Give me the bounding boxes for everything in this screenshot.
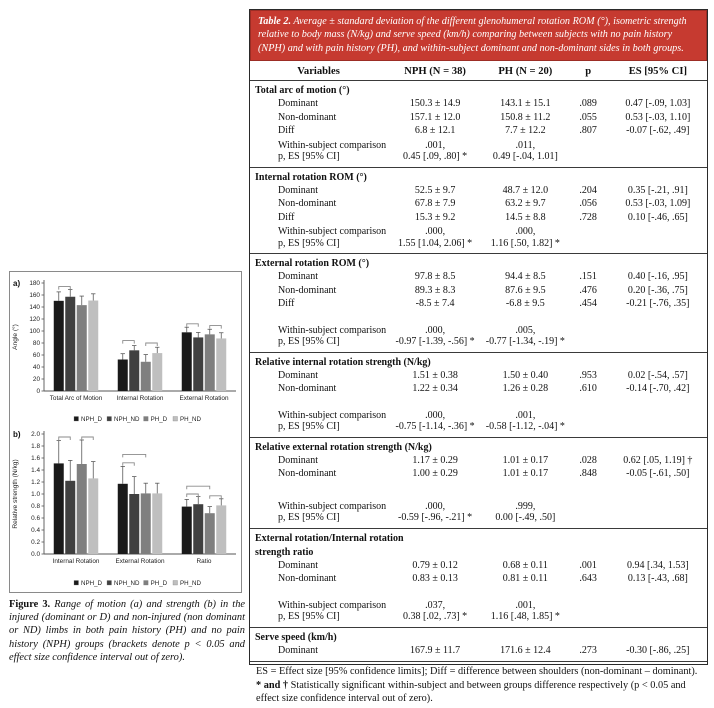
table-row [250, 284, 707, 298]
bar-PH_ND [88, 478, 98, 554]
within-subject-row [250, 226, 707, 249]
cell-ph: 1.01 ± 0.17 [502, 468, 549, 480]
within-subject-label [250, 501, 387, 524]
bar-NPH_ND [129, 494, 139, 554]
within-cell-ph-line: .005, [515, 324, 536, 336]
bar-NPH_ND [129, 350, 139, 391]
legend-marker-NPH_D [74, 417, 79, 422]
table-section [250, 167, 707, 254]
cell-p: .056 [579, 198, 597, 210]
table-row [250, 572, 707, 586]
cell-p: .028 [579, 454, 597, 466]
bar-PH_D [141, 362, 151, 391]
cell-ph: 1.50 ± 0.40 [502, 369, 549, 381]
cell-p: .610 [579, 383, 597, 395]
cell-p: .848 [579, 468, 597, 480]
cell-nph: -8.5 ± 7.4 [415, 298, 455, 310]
row-label: Dominant [278, 644, 318, 656]
table-row [250, 197, 707, 211]
within-cell-ph [483, 501, 568, 524]
legend-marker-PH_D [144, 581, 149, 586]
footnote-line1: ES = Effect size [95% confidence limits]; Diff = difference between shoulders (non-dominant – dominant). [256, 666, 698, 678]
legend-label-PH_ND: PH_ND [180, 416, 201, 423]
table-row [250, 124, 707, 138]
y-tick-label: 2.0 [31, 431, 40, 439]
bar-NPH_ND [65, 297, 75, 391]
within-cell-p [568, 600, 609, 623]
cell-p: .454 [579, 298, 597, 310]
column-header-variables: Variables [297, 66, 340, 78]
y-tick-label: 140 [29, 304, 40, 312]
table-row [250, 382, 707, 396]
significance-bracket [123, 463, 135, 466]
figure3-chart-a-mount [10, 272, 241, 426]
cell-nph: 15.3 ± 9.2 [414, 211, 456, 223]
cell-p: .273 [579, 644, 597, 656]
within-subject-label [250, 140, 387, 163]
within-cell-ph-line: 0.49 [-.04, 1.01] [492, 151, 558, 163]
within-cell-nph [387, 140, 483, 163]
section-header-line2: strength ratio [255, 546, 314, 558]
table-section [250, 528, 707, 627]
cell-p: .001 [579, 559, 597, 571]
section-header: Total arc of motion (°) [255, 85, 350, 97]
row-label: Diff [278, 125, 295, 137]
within-label-line2: p, ES [95% CI] [278, 336, 340, 348]
y-tick-label: 1.8 [31, 443, 40, 451]
within-cell-ph [483, 600, 568, 623]
cell-ph: -6.8 ± 9.5 [505, 298, 545, 310]
bar-PH_ND [216, 338, 226, 391]
column-header-ph: PH (N = 20) [498, 66, 553, 78]
table-row [250, 454, 707, 468]
cell-ph: 143.1 ± 15.1 [500, 98, 551, 110]
bar-NPH_ND [193, 337, 203, 391]
cell-es: 0.53 [-.03, 1.09] [625, 198, 691, 210]
bar-PH_ND [152, 353, 162, 391]
within-cell-ph-line: .001, [515, 409, 536, 421]
cell-nph: 0.79 ± 0.12 [412, 559, 458, 571]
within-cell-ph [483, 325, 568, 348]
y-axis-label: Angle (°) [12, 324, 19, 350]
y-tick-label: 1.0 [31, 491, 40, 499]
y-tick-label: 0.8 [31, 503, 40, 511]
cell-es: 0.47 [-.09, 1.03] [625, 98, 691, 110]
within-cell-ph-line: .011, [515, 139, 536, 151]
cell-es: 0.62 [.05, 1.19] † [623, 454, 693, 466]
panel-label-a: a) [13, 279, 21, 288]
legend-marker-PH_ND [173, 417, 178, 422]
y-tick-label: 0.4 [31, 527, 40, 535]
cell-es: -0.07 [-.62, .49] [626, 125, 690, 137]
y-tick-label: 160 [29, 292, 40, 300]
figure3-caption-text: Range of motion (a) and strength (b) in the injured (dominant or D) and non-injured (non dominant or ND) limbs in both pain history (PH) and no pain history (NPH) groups (brackets denote p < 0.05 and effect size confidence interval out of zero). [9, 599, 246, 663]
cell-p: .055 [579, 111, 597, 123]
table-row [250, 97, 707, 111]
bar-NPH_ND [65, 481, 75, 554]
within-cell-es [609, 325, 707, 348]
within-cell-ph-line: .999, [515, 500, 536, 512]
within-cell-p [568, 410, 609, 433]
table-section [250, 437, 707, 528]
table2-caption-banner [250, 10, 707, 61]
significance-bracket [210, 496, 222, 499]
cell-ph: 63.2 ± 9.7 [505, 198, 546, 210]
footnote-symbols: * and † [256, 679, 289, 691]
y-tick-label: 120 [29, 316, 40, 324]
y-tick-label: 40 [32, 364, 40, 372]
within-cell-es [609, 600, 707, 623]
within-label-line1: Within-subject comparison [278, 599, 387, 611]
cell-p: .953 [579, 369, 597, 381]
table-row [250, 369, 707, 383]
within-subject-row [250, 600, 707, 623]
within-subject-label [250, 325, 387, 348]
within-cell-nph-line: -0.59 [-.96, -.21] * [398, 512, 473, 524]
row-label: Dominant [278, 454, 318, 466]
cell-ph: 0.81 ± 0.11 [502, 573, 548, 585]
section-header: External rotation/Internal rotation [255, 532, 404, 544]
y-tick-label: 80 [32, 340, 40, 348]
within-subject-label [250, 600, 387, 623]
table2-header-row [250, 61, 707, 80]
cell-nph: 0.83 ± 0.13 [412, 573, 458, 585]
within-label-line1: Within-subject comparison [278, 500, 387, 512]
cell-ph: 48.7 ± 12.0 [502, 184, 549, 196]
x-category-label: Internal Rotation [116, 395, 164, 402]
bar-NPH_D [118, 360, 128, 392]
cell-ph: 94.4 ± 8.5 [505, 271, 546, 283]
within-cell-ph-line: -0.58 [-1.12, -.04] * [485, 421, 565, 433]
within-cell-ph-line: .001, [515, 599, 536, 611]
legend-marker-PH_D [144, 417, 149, 422]
within-label-line2: p, ES [95% CI] [278, 611, 340, 623]
cell-ph: 171.6 ± 12.4 [500, 644, 551, 656]
cell-nph: 150.3 ± 14.9 [409, 98, 461, 110]
row-label: Dominant [278, 559, 318, 571]
y-tick-label: 1.4 [31, 467, 40, 475]
y-tick-label: 180 [29, 280, 40, 288]
y-tick-label: 0.2 [31, 539, 40, 547]
within-cell-nph-line: -0.97 [-1.39, -.56] * [395, 336, 475, 348]
cell-es: 0.40 [-.16, .95] [627, 271, 688, 283]
within-cell-ph [483, 226, 568, 249]
legend-marker-PH_ND [173, 581, 178, 586]
cell-nph: 97.8 ± 8.5 [414, 271, 456, 283]
within-cell-p [568, 226, 609, 249]
figure3-panel [9, 271, 242, 593]
cell-nph: 1.00 ± 0.29 [412, 468, 458, 480]
within-cell-nph [387, 600, 483, 623]
bar-NPH_ND [193, 504, 203, 554]
table-row [250, 211, 707, 225]
cell-p: .089 [579, 98, 597, 110]
significance-bracket [210, 326, 222, 329]
figure3-chart-b-mount [10, 426, 241, 590]
significance-bracket [123, 341, 135, 344]
table-section [250, 80, 707, 167]
cell-es: 0.53 [-.03, 1.10] [625, 111, 691, 123]
row-label: Non-dominant [278, 284, 337, 296]
bar-PH_ND [216, 505, 226, 554]
within-cell-nph-line: .000, [425, 324, 446, 336]
within-cell-es [609, 410, 707, 433]
cell-nph: 167.9 ± 11.7 [410, 644, 461, 656]
within-cell-nph-line: .001, [425, 139, 446, 151]
cell-nph: 89.3 ± 8.3 [414, 284, 456, 296]
y-tick-label: 1.2 [31, 479, 40, 487]
within-cell-p [568, 140, 609, 163]
row-label: Diff [278, 298, 295, 310]
bar-PH_D [205, 513, 215, 554]
bar-NPH_D [118, 484, 128, 554]
within-subject-row [250, 325, 707, 348]
cell-nph: 1.22 ± 0.34 [412, 383, 458, 395]
cell-p: .476 [579, 284, 597, 296]
cell-p: .728 [579, 211, 597, 223]
y-tick-label: 0 [36, 388, 40, 396]
bar-NPH_D [182, 507, 192, 554]
cell-es: 0.20 [-.36, .75] [627, 284, 688, 296]
figure3-caption [9, 598, 245, 664]
bar-PH_D [77, 464, 87, 554]
significance-bracket [59, 437, 71, 440]
significance-bracket [146, 343, 158, 346]
bar-PH_D [205, 334, 215, 391]
y-tick-label: 1.6 [31, 455, 40, 463]
row-label: Non-dominant [278, 468, 337, 480]
bar-PH_D [141, 493, 151, 554]
legend-label-PH_D: PH_D [150, 416, 168, 423]
within-cell-nph-line: 1.55 [1.04, 2.06] * [397, 237, 473, 249]
within-subject-label [250, 410, 387, 433]
table-row [250, 644, 707, 658]
cell-ph: 0.68 ± 0.11 [502, 559, 548, 571]
table2-footnote [250, 661, 707, 708]
within-cell-nph-line: .000, [425, 500, 446, 512]
bar-NPH_D [54, 463, 64, 554]
legend-label-PH_D: PH_D [150, 580, 168, 587]
cell-ph: 7.7 ± 12.2 [505, 125, 546, 137]
cell-es: 0.02 [-.54, .57] [627, 369, 688, 381]
section-header: Serve speed (km/h) [255, 631, 337, 643]
section-header: Internal rotation ROM (°) [255, 171, 367, 183]
row-label: Dominant [278, 98, 318, 110]
within-cell-nph-line: .037, [425, 599, 446, 611]
y-tick-label: 0.0 [31, 551, 40, 559]
cell-ph: 1.26 ± 0.28 [502, 383, 549, 395]
row-label: Non-dominant [278, 198, 337, 210]
within-subject-row [250, 140, 707, 163]
row-label: Dominant [278, 369, 318, 381]
within-cell-nph [387, 410, 483, 433]
cell-p: .643 [579, 573, 597, 585]
within-label-line2: p, ES [95% CI] [278, 151, 340, 163]
significance-bracket [187, 324, 199, 327]
cell-es: -0.21 [-.76, .35] [626, 298, 690, 310]
within-label-line1: Within-subject comparison [278, 226, 387, 238]
figure3-caption-label: Figure 3. [9, 599, 51, 610]
within-label-line2: p, ES [95% CI] [278, 421, 340, 433]
within-cell-ph-line: 0.00 [-.49, .50] [495, 512, 556, 524]
cell-ph: 150.8 ± 11.2 [500, 111, 551, 123]
significance-bracket [123, 454, 146, 457]
within-cell-nph [387, 501, 483, 524]
cell-nph: 1.51 ± 0.38 [412, 369, 458, 381]
legend-marker-NPH_D [74, 581, 79, 586]
table2-panel [249, 9, 708, 704]
within-cell-nph [387, 325, 483, 348]
cell-p: .204 [579, 184, 597, 196]
cell-nph: 157.1 ± 12.0 [409, 111, 461, 123]
column-header-nph: NPH (N = 38) [404, 66, 466, 78]
table-section [250, 352, 707, 437]
within-cell-ph [483, 410, 568, 433]
within-subject-label [250, 226, 387, 249]
within-cell-ph-line: 1.16 [.50, 1.82] * [490, 237, 560, 249]
section-header: Relative external rotation strength (N/kg) [255, 441, 432, 453]
figure3-chart-a [10, 272, 241, 426]
cell-es: 0.35 [-.21, .91] [627, 184, 688, 196]
section-header: Relative internal rotation strength (N/kg) [255, 356, 431, 368]
cell-es: -0.14 [-.70, .42] [626, 383, 690, 395]
legend-label-NPH_D: NPH_D [81, 416, 102, 423]
table-row [250, 559, 707, 573]
row-label: Non-dominant [278, 573, 337, 585]
within-cell-p [568, 501, 609, 524]
x-category-label: External Rotation [115, 558, 165, 565]
bar-NPH_D [54, 301, 64, 391]
x-category-label: Total Arc of Motion [49, 395, 103, 402]
row-label: Non-dominant [278, 383, 337, 395]
legend-marker-NPH_ND [107, 581, 112, 586]
cell-nph: 67.8 ± 7.9 [414, 198, 456, 210]
within-cell-ph [483, 140, 568, 163]
cell-ph: 87.6 ± 9.5 [505, 284, 546, 296]
row-label: Dominant [278, 271, 318, 283]
bar-NPH_D [182, 332, 192, 391]
table-section [250, 253, 707, 352]
table-section [250, 627, 707, 662]
within-cell-ph-line: -0.77 [-1.34, -.19] * [485, 336, 565, 348]
cell-ph: 1.01 ± 0.17 [502, 454, 549, 466]
y-tick-label: 60 [32, 352, 40, 360]
within-label-line1: Within-subject comparison [278, 409, 387, 421]
legend-label-NPH_ND: NPH_ND [114, 580, 140, 587]
x-category-label: Internal Rotation [52, 558, 100, 565]
y-tick-label: 20 [32, 376, 40, 384]
table2-caption-text: Average ± standard deviation of the different glenohumeral rotation ROM (°), isometric strength relative to body mass (N/kg) and serve speed (km/h) comparing between subjects with no pain history (NPH) and with pain history (PH), and within-subject dominant and non-dominant sides in both groups. [258, 16, 687, 54]
bar-PH_D [77, 305, 87, 391]
within-cell-p [568, 325, 609, 348]
within-cell-nph-line: .000, [425, 226, 446, 238]
panel-label-b: b) [13, 430, 21, 439]
cell-es: 0.94 [.34, 1.53] [627, 559, 689, 571]
legend-marker-NPH_ND [107, 417, 112, 422]
legend-label-NPH_D: NPH_D [81, 580, 102, 587]
table-row [250, 111, 707, 125]
cell-es: -0.30 [-.86, .25] [626, 644, 690, 656]
y-tick-label: 100 [29, 328, 40, 336]
cell-nph: 52.5 ± 9.7 [414, 184, 456, 196]
within-cell-nph-line: .000, [425, 409, 446, 421]
significance-bracket [187, 486, 210, 489]
y-tick-label: 0.6 [31, 515, 40, 523]
table-row [250, 184, 707, 198]
cell-p: .151 [579, 271, 597, 283]
within-label-line2: p, ES [95% CI] [278, 237, 340, 249]
legend-label-NPH_ND: NPH_ND [114, 416, 140, 423]
within-label-line1: Within-subject comparison [278, 139, 387, 151]
cell-ph: 14.5 ± 8.8 [505, 211, 546, 223]
column-header-es: ES [95% CI] [628, 66, 687, 78]
cell-es: 0.13 [-.43, .68] [627, 573, 688, 585]
within-cell-ph-line: 1.16 [.48, 1.85] * [490, 611, 560, 623]
figure3-chart-b [10, 426, 241, 590]
footnote-line2 [256, 679, 701, 705]
within-subject-row [250, 501, 707, 524]
within-cell-es [609, 501, 707, 524]
x-category-label: External Rotation [179, 395, 229, 402]
within-cell-nph [387, 226, 483, 249]
footnote-line2-text: Statistically significant within-subject and between groups difference respectively (p < 0.05 and effect size confidence interval out of zero). [256, 679, 686, 704]
bar-PH_ND [88, 301, 98, 391]
cell-es: -0.05 [-.61, .50] [626, 468, 690, 480]
within-subject-row [250, 410, 707, 433]
within-cell-ph-line: .000, [515, 226, 536, 238]
cell-nph: 1.17 ± 0.29 [412, 454, 458, 466]
y-axis-label: Relative strength (N/kg) [12, 459, 19, 529]
within-label-line2: p, ES [95% CI] [278, 512, 340, 524]
table-row [250, 467, 707, 481]
row-label: Diff [278, 211, 295, 223]
within-cell-nph-line: 0.38 [.02, .73] * [402, 611, 468, 623]
x-category-label: Ratio [196, 558, 212, 565]
within-label-line1: Within-subject comparison [278, 324, 387, 336]
cell-nph: 6.8 ± 12.1 [414, 125, 456, 137]
within-cell-nph-line: -0.75 [-1.14, -.36] * [395, 421, 475, 433]
column-header-p: p [585, 66, 592, 78]
within-cell-es [609, 226, 707, 249]
row-label: Dominant [278, 184, 318, 196]
row-label: Non-dominant [278, 111, 337, 123]
within-cell-nph-line: 0.45 [.09, .80] * [402, 151, 468, 163]
bar-PH_ND [152, 493, 162, 554]
cell-es: 0.10 [-.46, .65] [627, 211, 688, 223]
significance-bracket [82, 437, 94, 440]
within-cell-es [609, 140, 707, 163]
legend-label-PH_ND: PH_ND [180, 580, 201, 587]
table-row [250, 297, 707, 311]
cell-p: .807 [579, 125, 597, 137]
table-row [250, 270, 707, 284]
section-header: External rotation ROM (°) [255, 258, 370, 270]
table2-body [250, 80, 707, 661]
table2-caption-label: Table 2. [258, 16, 292, 27]
